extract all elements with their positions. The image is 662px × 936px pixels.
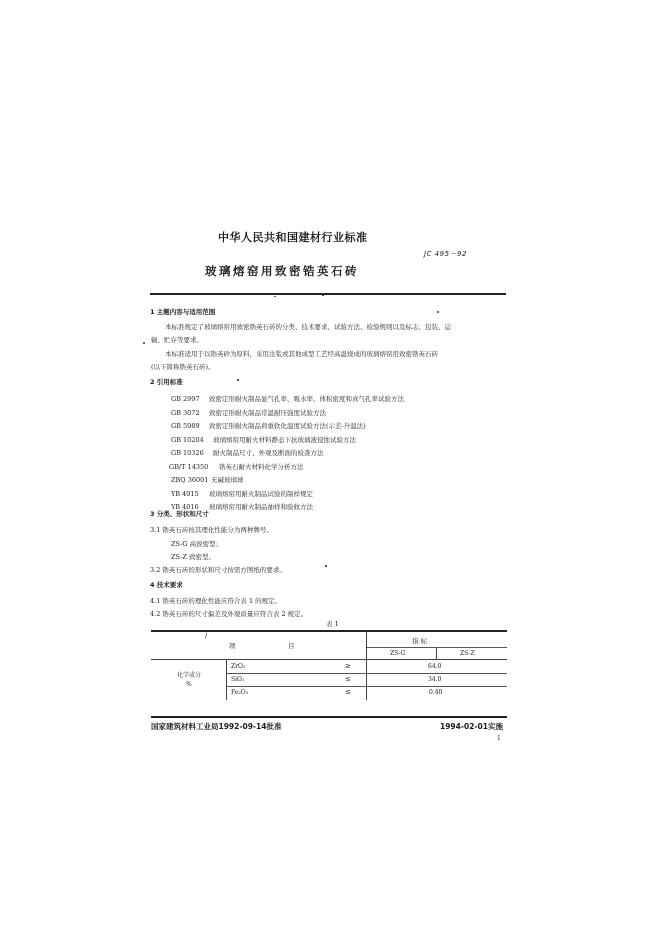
- header-rule: [150, 293, 506, 295]
- scan-speck: [322, 294, 324, 296]
- scan-speck: [437, 311, 439, 313]
- table-caption: 表 1: [326, 620, 339, 628]
- clause-3-2: 3.2 锆英石砖的形状和尺寸按需方图纸的要求。: [150, 566, 286, 574]
- reference-item: YB 4015 玻璃熔窑用耐火制品试验的制样规定: [171, 489, 313, 498]
- reference-list: [171, 393, 404, 515]
- table-header-index: 指 标: [412, 637, 428, 645]
- reference-item: GB 10204 玻璃熔窑用耐火材料静态下抗玻璃液侵蚀试验方法: [171, 435, 356, 444]
- approval-info: 国家建筑材料工业局1992-09-14批准: [151, 722, 282, 731]
- grade-zs-g: ZS-G 高致密型；: [171, 540, 223, 548]
- table-cell-component: SiO₂: [231, 676, 245, 683]
- scan-speck: [274, 296, 276, 297]
- table-header-zs-g: ZS-G: [390, 650, 406, 657]
- table-group-label-b: %: [186, 681, 192, 688]
- reference-item: GB 2997 致密定形耐火制品显气孔率、吸水率、体积密度和真气孔率试验方法: [171, 395, 404, 403]
- reference-item: ZBQ 36001 无碱玻璃球: [171, 476, 244, 484]
- table-cell-component: Fe₂O₃: [231, 689, 249, 696]
- table-cell-operator: ≥: [345, 662, 351, 670]
- grade-zs-z: ZS-Z 致密型。: [171, 553, 215, 561]
- section-1-para-2a: 本标准适用于以锆英砂为原料，采用注浆或其他成型工艺经高温烧成的玻璃熔窑用致密锆英石砖: [165, 350, 438, 358]
- section-3-heading: 3 分类、形状和尺寸: [150, 510, 209, 518]
- document-title: 玻璃熔窑用致密锆英石砖: [205, 264, 359, 278]
- table-cell-operator: ≤: [345, 688, 351, 696]
- table-header-zs-z: ZS-Z: [460, 650, 475, 657]
- scan-speck: [325, 565, 327, 567]
- page-number: 1: [497, 735, 501, 742]
- table-header-item-a: 项: [229, 642, 236, 650]
- section-1-para-2b: (以下简称锆英石砖)。: [151, 363, 215, 371]
- table-cell-value: 34.0: [428, 676, 442, 683]
- scan-speck: [143, 342, 145, 344]
- issuing-body: 中华人民共和国建材行业标准: [218, 231, 368, 244]
- table-row-rule: [226, 686, 507, 687]
- reference-item: GB/T 14350 锆英石耐火材料化学分析方法: [169, 462, 304, 471]
- reference-item: GB 10326 耐火制品尺寸、外观及断面的检查方法: [171, 449, 324, 457]
- section-1-heading: 1 主题内容与适用范围: [150, 308, 216, 316]
- clause-4-2: 4.2 锆英石砖的尺寸偏差及外观质量应符合表 2 规定。: [150, 610, 308, 618]
- table-cell-operator: ≤: [345, 675, 351, 683]
- table-cell-value: 64.0: [428, 663, 442, 670]
- section-1-para-1a: 本标准规定了玻璃熔窑用致密锆英石砖的分类、技术要求、试验方法、检验规则以及标志、包装、运: [165, 323, 451, 331]
- table-col-rule-3: [436, 647, 437, 660]
- section-4-heading: 4 技术要求: [150, 581, 183, 589]
- table-cell-value: 0.40: [429, 689, 443, 696]
- section-1-para-1b: 输、贮存等要求。: [151, 336, 203, 344]
- table-col-rule-1: [226, 659, 227, 700]
- table-header-bottom-rule: [151, 659, 507, 660]
- standard-number: JC 495－92: [424, 250, 467, 258]
- footer-rule: [151, 716, 507, 718]
- table-row-rule: [226, 673, 507, 674]
- clause-3-1: 3.1 锆英石砖按其理化性能分为两种牌号。: [150, 526, 273, 534]
- reference-item: GB 5989 致密定形耐火制品荷重软化温度试验方法(示差-升温法): [171, 422, 366, 430]
- section-2-heading: 2 引用标准: [150, 378, 183, 386]
- table-header-item-b: 目: [288, 642, 295, 650]
- table-diagonal-mark: /: [205, 632, 208, 640]
- reference-item: YB 4016 玻璃熔窑用耐火制品抽样和验收方法: [171, 503, 313, 511]
- table-group-label-a: 化学成分: [177, 672, 202, 679]
- table-cell-component: ZrO₂: [231, 663, 246, 670]
- table-col-rule-2: [366, 631, 367, 700]
- clause-4-1: 4.1 锆英石砖的理化性能应符合表 1 的规定。: [150, 597, 282, 605]
- reference-item: GB 3072 致密定形耐火制品常温耐压强度试验方法: [171, 408, 326, 417]
- scan-speck: [237, 379, 239, 381]
- implementation-date: 1994-02-01实施: [440, 722, 503, 731]
